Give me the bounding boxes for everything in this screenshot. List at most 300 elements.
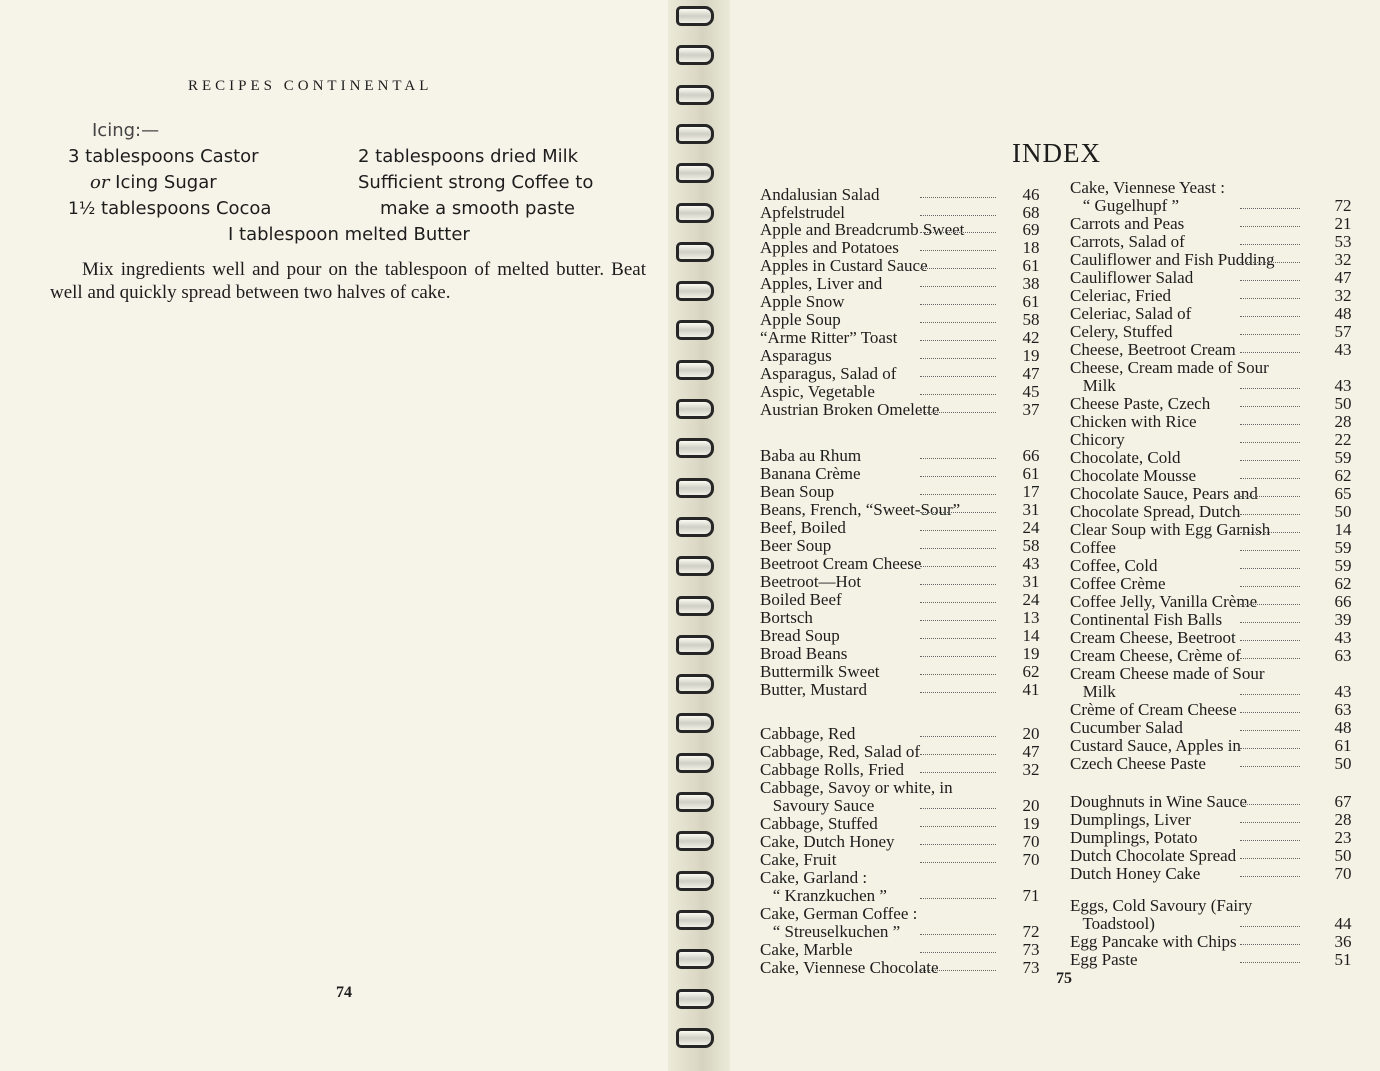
index-entry-page: 38: [1022, 274, 1040, 293]
index-entry-title: Cabbage, Red: [760, 724, 856, 743]
page-number-right: 75: [1056, 970, 1072, 987]
index-entry-page: 22: [1334, 430, 1352, 449]
index-entry-page: 32: [1334, 286, 1352, 305]
leader-dots: [920, 602, 996, 603]
index-entry-title: Chicory: [1070, 430, 1125, 449]
index-entry-page: 61: [1022, 464, 1040, 483]
ingredient-text: tablespoons Cocoa: [95, 198, 272, 219]
index-entry-title: Asparagus: [760, 346, 832, 365]
index-entry-page: 50: [1334, 394, 1352, 413]
index-entry-title: Chicken with Rice: [1070, 412, 1197, 431]
leader-dots: [1240, 424, 1300, 425]
index-entry-title: Chocolate Spread, Dutch: [1070, 502, 1241, 521]
index-entry: [1070, 322, 1360, 341]
index-entry-title: Carrots, Salad of: [1070, 232, 1185, 251]
index-entry-title: Beer Soup: [760, 536, 832, 555]
index-entry: [1070, 864, 1360, 883]
index-entry-page: 61: [1334, 736, 1352, 755]
leader-dots: [1240, 840, 1300, 841]
index-entry: [760, 644, 1050, 663]
index-entry: [760, 922, 1050, 941]
ingredient-icing-sugar: [90, 172, 217, 193]
index-entry: [1070, 376, 1360, 395]
index-entry-page: 48: [1334, 304, 1352, 323]
index-entry: [1070, 394, 1360, 413]
running-head: RECIPES CONTINENTAL: [188, 78, 433, 94]
leader-dots: [920, 970, 996, 971]
index-entry-title: Czech Cheese Paste: [1070, 754, 1206, 773]
index-entry-title: Chocolate Sauce, Pears and: [1070, 484, 1258, 503]
index-entry-title: Cream Cheese, Beetroot: [1070, 628, 1236, 647]
index-entry-title: Cake, Garland :: [760, 868, 868, 887]
index-entry-title: Cabbage Rolls, Fried: [760, 760, 905, 779]
index-entry-page: 46: [1022, 185, 1040, 204]
index-entry-page: 67: [1334, 792, 1352, 811]
ingredient-smooth-paste: make a smooth paste: [380, 198, 575, 219]
index-entry: [1070, 682, 1360, 701]
index-entry: [1070, 502, 1360, 521]
leader-dots: [920, 215, 996, 216]
leader-dots: [920, 674, 996, 675]
index-entry-page: 36: [1334, 932, 1352, 951]
spiral-coil: [676, 674, 714, 694]
ingredient-dried-milk: 2 tablespoons dried Milk: [358, 146, 579, 167]
index-entry-page: 28: [1334, 412, 1352, 431]
index-entry-page: 71: [1022, 886, 1040, 905]
spiral-coil: [676, 753, 714, 773]
index-entry: [1070, 610, 1360, 629]
page-number-left: 74: [336, 984, 352, 1001]
leader-dots: [920, 322, 996, 323]
index-entry-title: Bean Soup: [760, 482, 835, 501]
method-paragraph: Mix ingredients well and pour on the tablespoon of melted butter. Beat well and quickly spread between two halves of cake.: [50, 259, 646, 303]
index-entry: [760, 680, 1050, 699]
leader-dots: [920, 692, 996, 693]
index-entry-title: Coffee Crème: [1070, 574, 1166, 593]
ingredient-coffee: Sufficient strong Coffee to: [358, 172, 594, 193]
leader-dots: [920, 736, 996, 737]
index-entry-page: 70: [1334, 864, 1352, 883]
index-entry-title: Beetroot—Hot: [760, 572, 862, 591]
index-entry: [760, 446, 1050, 465]
index-entry-page: 62: [1334, 574, 1352, 593]
index-entry-page: 61: [1022, 292, 1040, 311]
leader-dots: [1240, 226, 1300, 227]
index-entry: [1070, 286, 1360, 305]
index-entry-page: 21: [1334, 214, 1352, 233]
leader-dots: [920, 304, 996, 305]
index-entry: [760, 518, 1050, 537]
index-entry-title: Cake, Fruit: [760, 850, 837, 869]
index-entry-page: 31: [1022, 500, 1040, 519]
index-entry-title: Cream Cheese made of Sour: [1070, 664, 1265, 683]
index-entry-title: Crème of Cream Cheese: [1070, 700, 1237, 719]
index-entry: [760, 185, 1050, 204]
leader-dots: [1240, 514, 1300, 515]
spiral-coil: [676, 478, 714, 498]
index-entry-title: Apples in Custard Sauce: [760, 256, 928, 275]
index-entry-page: 47: [1022, 364, 1040, 383]
index-entry: [760, 626, 1050, 645]
index-entry: [1070, 718, 1360, 737]
index-entry-page: 28: [1334, 810, 1352, 829]
index-entry-title: Egg Paste: [1070, 950, 1138, 969]
index-entry-page: 19: [1022, 814, 1040, 833]
index-entry-page: 66: [1022, 446, 1040, 465]
leader-dots: [920, 268, 996, 269]
index-entry: [760, 382, 1050, 401]
leader-dots: [920, 376, 996, 377]
leader-dots: [920, 197, 996, 198]
leader-dots: [1240, 944, 1300, 945]
index-entry-title: Eggs, Cold Savoury (Fairy: [1070, 896, 1253, 915]
index-entry-page: 37: [1022, 400, 1040, 419]
leader-dots: [1240, 244, 1300, 245]
leader-dots: [920, 358, 996, 359]
index-entry: [760, 292, 1050, 311]
index-entry: [760, 400, 1050, 419]
spiral-coil: [676, 713, 714, 733]
index-entry: [1070, 846, 1360, 865]
spiral-coil: [676, 399, 714, 419]
index-entry-title: Apple Soup: [760, 310, 841, 329]
index-entry: [1070, 932, 1360, 951]
index-entry-page: 63: [1334, 646, 1352, 665]
index-entry-title: Coffee: [1070, 538, 1116, 557]
leader-dots: [920, 898, 996, 899]
index-entry-page: 31: [1022, 572, 1040, 591]
index-entry: [1070, 574, 1360, 593]
leader-dots: [1240, 730, 1300, 731]
index-entry-title: Beef, Boiled: [760, 518, 846, 537]
leader-dots: [1240, 586, 1300, 587]
spiral-coil: [676, 242, 714, 262]
index-entry: [1070, 538, 1360, 557]
index-entry: [1070, 792, 1360, 811]
ingredient-castor-sugar: [68, 146, 259, 167]
index-entry: [760, 886, 1050, 905]
index-entry-title: Apple Snow: [760, 292, 845, 311]
ingredient-fraction: 1½: [68, 199, 96, 219]
index-entry-title: Cauliflower and Fish Pudding: [1070, 250, 1275, 269]
index-entry-title: Cabbage, Stuffed: [760, 814, 878, 833]
spiral-coil: [676, 438, 714, 458]
leader-dots: [920, 566, 996, 567]
leader-dots: [1240, 262, 1300, 263]
index-entry-title: Dumplings, Potato: [1070, 828, 1198, 847]
ingredient-text: Icing Sugar: [109, 172, 217, 193]
index-entry-page: 43: [1022, 554, 1040, 573]
leader-dots: [1240, 622, 1300, 623]
spiral-coil: [676, 45, 714, 65]
spiral-coil: [676, 281, 714, 301]
leader-dots: [1240, 280, 1300, 281]
index-entry-title: Andalusian Salad: [760, 185, 880, 204]
index-entry-title: Bortsch: [760, 608, 813, 627]
index-entry-title: Apple and Breadcrumb Sweet: [760, 220, 965, 239]
index-entry: [760, 814, 1050, 833]
leader-dots: [920, 530, 996, 531]
leader-dots: [1240, 316, 1300, 317]
spiral-coil: [676, 556, 714, 576]
left-page: [0, 0, 670, 1071]
leader-dots: [920, 394, 996, 395]
leader-dots: [1240, 962, 1300, 963]
index-entry-page: 59: [1334, 448, 1352, 467]
leader-dots: [1240, 748, 1300, 749]
spiral-coil: [676, 831, 714, 851]
ingredient-text: 3 tablespoons Castor: [68, 146, 259, 167]
leader-dots: [920, 412, 996, 413]
right-page: [730, 0, 1380, 1071]
index-entry: [1070, 484, 1360, 503]
index-entry-title: Dumplings, Liver: [1070, 810, 1191, 829]
index-entry-title: Cabbage, Savoy or white, in: [760, 778, 953, 797]
index-entry: [1070, 466, 1360, 485]
leader-dots: [920, 844, 996, 845]
index-entry: [1070, 736, 1360, 755]
spiral-coil: [676, 203, 714, 223]
index-entry: [1070, 358, 1360, 377]
index-entry-title: Custard Sauce, Apples in: [1070, 736, 1241, 755]
spiral-coil: [676, 517, 714, 537]
leader-dots: [920, 754, 996, 755]
index-entry-title: Dutch Honey Cake: [1070, 864, 1201, 883]
index-entry-title: Milk: [1070, 682, 1116, 701]
index-entry-page: 43: [1334, 376, 1352, 395]
index-entry-page: 43: [1334, 340, 1352, 359]
index-entry-title: Cabbage, Red, Salad of: [760, 742, 921, 761]
index-entry: [1070, 196, 1360, 215]
index-entry-title: Cheese Paste, Czech: [1070, 394, 1211, 413]
index-entry-page: 14: [1334, 520, 1352, 539]
leader-dots: [1240, 298, 1300, 299]
index-entry: [760, 742, 1050, 761]
index-entry-title: Chocolate Mousse: [1070, 466, 1197, 485]
leader-dots: [920, 584, 996, 585]
index-entry-title: Cheese, Cream made of Sour: [1070, 358, 1269, 377]
spiral-coil: [676, 949, 714, 969]
index-entry-page: 43: [1334, 628, 1352, 647]
index-entry: [1070, 700, 1360, 719]
index-entry: [1070, 628, 1360, 647]
index-entry-page: 62: [1022, 662, 1040, 681]
leader-dots: [920, 548, 996, 549]
index-entry-page: 47: [1334, 268, 1352, 287]
spiral-coil: [676, 6, 714, 26]
leader-dots: [1240, 478, 1300, 479]
leader-dots: [920, 286, 996, 287]
index-entry: [1070, 914, 1360, 933]
index-entry-page: 23: [1334, 828, 1352, 847]
leader-dots: [920, 458, 996, 459]
icing-title: Icing:—: [92, 120, 160, 141]
leader-dots: [1240, 858, 1300, 859]
index-entry-title: Coffee Jelly, Vanilla Crème: [1070, 592, 1258, 611]
index-entry-page: 69: [1022, 220, 1040, 239]
index-entry: [760, 868, 1050, 887]
spiral-binding: [668, 0, 730, 1071]
spiral-coil: [676, 910, 714, 930]
index-entry-page: 18: [1022, 238, 1040, 257]
index-entry: [1070, 430, 1360, 449]
index-entry: [760, 256, 1050, 275]
index-entry-page: 44: [1334, 914, 1352, 933]
index-entry: [760, 662, 1050, 681]
method-text: [50, 258, 646, 304]
leader-dots: [1240, 658, 1300, 659]
index-entry: [1070, 646, 1360, 665]
spiral-coil: [676, 85, 714, 105]
index-entry: [1070, 340, 1360, 359]
index-entry-title: Asparagus, Salad of: [760, 364, 897, 383]
index-entry-title: Celeriac, Salad of: [1070, 304, 1192, 323]
index-entry: [1070, 828, 1360, 847]
spiral-coil: [676, 871, 714, 891]
index-entry-page: 50: [1334, 754, 1352, 773]
index-entry: [760, 572, 1050, 591]
index-entry-title: “ Gugelhupf ”: [1070, 196, 1180, 215]
leader-dots: [1240, 568, 1300, 569]
leader-dots: [920, 476, 996, 477]
index-entry-page: 68: [1022, 203, 1040, 222]
index-entry-title: Buttermilk Sweet: [760, 662, 880, 681]
index-entry: [1070, 810, 1360, 829]
leader-dots: [1240, 208, 1300, 209]
index-entry-page: 70: [1022, 832, 1040, 851]
leader-dots: [920, 934, 996, 935]
index-entry: [760, 346, 1050, 365]
index-entry: [1070, 664, 1360, 683]
index-entry-title: Toadstool): [1070, 914, 1155, 933]
index-entry-page: 63: [1334, 700, 1352, 719]
leader-dots: [1240, 694, 1300, 695]
index-entry: [1070, 214, 1360, 233]
index-entry-page: 39: [1334, 610, 1352, 629]
index-entry-page: 50: [1334, 502, 1352, 521]
index-entry: [760, 536, 1050, 555]
index-entry-title: Apples, Liver and: [760, 274, 883, 293]
spiral-coil: [676, 360, 714, 380]
index-entry: [760, 238, 1050, 257]
index-entry-title: Doughnuts in Wine Sauce: [1070, 792, 1248, 811]
index-entry-page: 66: [1334, 592, 1352, 611]
index-entry: [760, 778, 1050, 797]
index-entry-title: Broad Beans: [760, 644, 848, 663]
index-entry: [760, 904, 1050, 923]
index-entry: [760, 796, 1050, 815]
index-entry-title: Cake, German Coffee :: [760, 904, 918, 923]
leader-dots: [920, 232, 996, 233]
ingredient-butter: I tablespoon melted Butter: [228, 224, 470, 245]
index-entry-page: 24: [1022, 590, 1040, 609]
index-entry-title: Apfelstrudel: [760, 203, 845, 222]
index-entry-title: Cake, Dutch Honey: [760, 832, 895, 851]
index-entry-title: Cream Cheese, Crème of: [1070, 646, 1241, 665]
leader-dots: [920, 808, 996, 809]
spiral-coil: [676, 124, 714, 144]
leader-dots: [1240, 442, 1300, 443]
leader-dots: [1240, 766, 1300, 767]
index-entry-title: Baba au Rhum: [760, 446, 862, 465]
leader-dots: [1240, 712, 1300, 713]
index-entry-page: 42: [1022, 328, 1040, 347]
index-entry: [760, 220, 1050, 239]
index-entry-page: 59: [1334, 538, 1352, 557]
index-entry: [760, 364, 1050, 383]
index-entry: [760, 482, 1050, 501]
leader-dots: [920, 656, 996, 657]
index-entry: [1070, 556, 1360, 575]
leader-dots: [1240, 532, 1300, 533]
leader-dots: [1240, 640, 1300, 641]
leader-dots: [920, 250, 996, 251]
index-entry-page: 51: [1334, 950, 1352, 969]
index-entry-title: Egg Pancake with Chips: [1070, 932, 1237, 951]
index-entry-page: 32: [1022, 760, 1040, 779]
index-entry-title: Boiled Beef: [760, 590, 842, 609]
index-entry-title: Savoury Sauce: [760, 796, 875, 815]
index-entry-page: 32: [1334, 250, 1352, 269]
index-entry: [1070, 448, 1360, 467]
index-entry: [760, 464, 1050, 483]
leader-dots: [1240, 804, 1300, 805]
index-entry-title: Cake, Marble: [760, 940, 853, 959]
index-entry-title: Dutch Chocolate Spread: [1070, 846, 1237, 865]
ingredient-cocoa: [68, 198, 271, 219]
ingredient-or: or: [90, 172, 110, 193]
index-title: INDEX: [1012, 138, 1101, 168]
index-entry-page: 14: [1022, 626, 1040, 645]
index-entry-page: 43: [1334, 682, 1352, 701]
leader-dots: [1240, 926, 1300, 927]
spiral-coil: [676, 596, 714, 616]
index-entry-page: 53: [1334, 232, 1352, 251]
leader-dots: [920, 512, 996, 513]
leader-dots: [920, 772, 996, 773]
leader-dots: [1240, 550, 1300, 551]
index-entry: [760, 328, 1050, 347]
leader-dots: [920, 620, 996, 621]
index-entry: [1070, 950, 1360, 969]
index-entry-title: Cake, Viennese Yeast :: [1070, 178, 1225, 197]
index-entry: [760, 590, 1050, 609]
index-entry-page: 73: [1022, 940, 1040, 959]
index-entry-page: 72: [1334, 196, 1352, 215]
index-entry-page: 17: [1022, 482, 1040, 501]
index-entry: [760, 832, 1050, 851]
index-entry-page: 19: [1022, 644, 1040, 663]
index-entry: [760, 760, 1050, 779]
index-entry-title: Celeriac, Fried: [1070, 286, 1172, 305]
index-entry-page: 50: [1334, 846, 1352, 865]
index-entry: [1070, 412, 1360, 431]
index-entry-title: Beans, French, “Sweet-Sour”: [760, 500, 961, 519]
index-entry: [760, 274, 1050, 293]
index-entry: [1070, 592, 1360, 611]
spiral-coil: [676, 989, 714, 1009]
index-entry-page: 72: [1022, 922, 1040, 941]
index-entry: [760, 958, 1050, 977]
index-entry-title: “ Streuselkuchen ”: [760, 922, 901, 941]
index-entry-title: Bread Soup: [760, 626, 840, 645]
index-entry-page: 19: [1022, 346, 1040, 365]
index-entry: [1070, 250, 1360, 269]
leader-dots: [1240, 496, 1300, 497]
index-entry-title: Celery, Stuffed: [1070, 322, 1173, 341]
leader-dots: [920, 340, 996, 341]
spiral-coil: [676, 320, 714, 340]
